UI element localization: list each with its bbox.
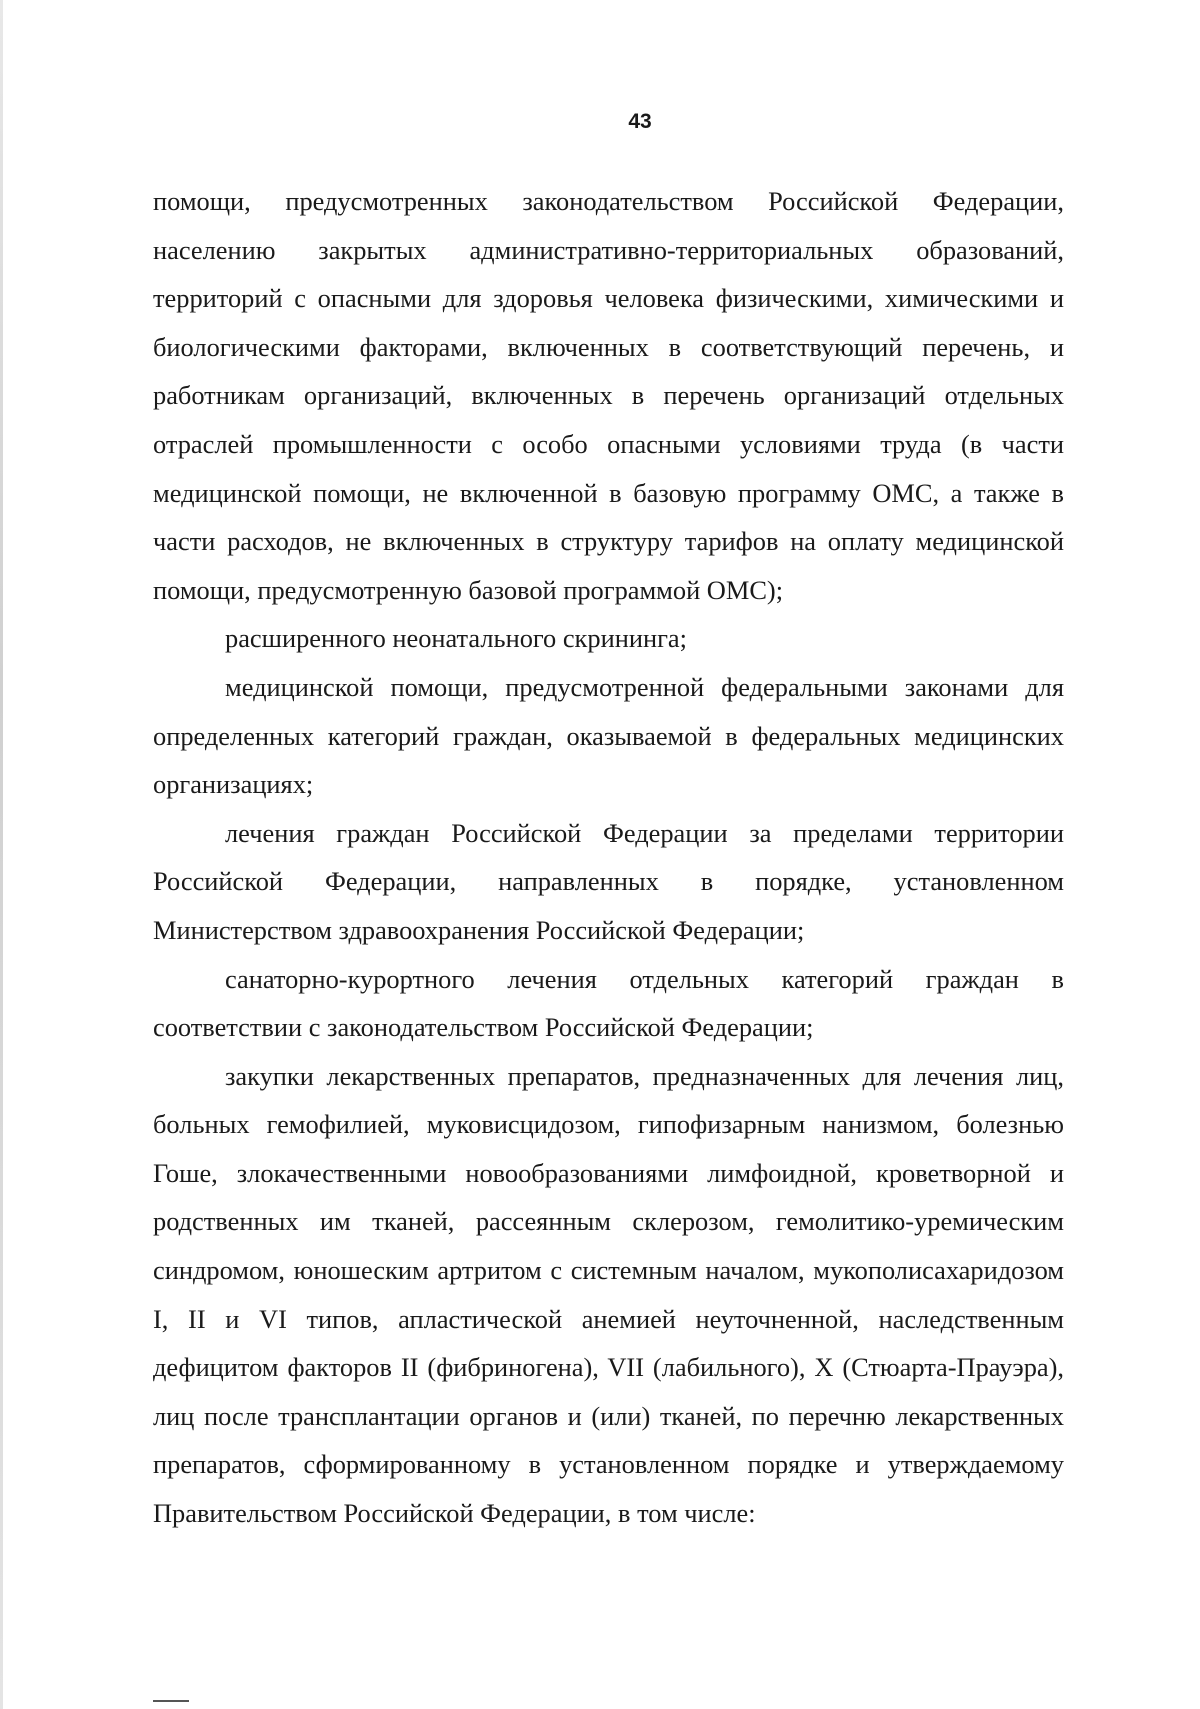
- paragraph-federal-medical-care: медицинской помощи, предусмотренной федеральными законами для определенных категорий граждан, оказываемой в федеральных медицинских организациях;: [153, 671, 1064, 800]
- page-number: 43: [628, 110, 652, 133]
- document-body: [153, 177, 1064, 1538]
- paragraph-sanatorium-treatment: санаторно-курортного лечения отдельных категорий граждан в соответствии с законодательством Российской Федерации;: [153, 963, 1064, 1043]
- paragraph-continuation: помощи, предусмотренных законодательством Российской Федерации, населению закрытых административно-территориальных образований, территорий с опасными для здоровья человека физическими, химическими и биологическими факторами, включенных в соответствующий перечень, и работникам организаций, включенных в перечень организаций отдельных отраслей промышленности с особо опасными условиями труда (в части медицинской помощи, не включенной в базовую программу ОМС, а также в части расходов, не включенных в структуру тарифов на оплату медицинской помощи, предусмотренную базовой программой ОМС);: [153, 186, 1064, 605]
- footer-line: [153, 1700, 189, 1702]
- paragraph-treatment-abroad: лечения граждан Российской Федерации за пределами территории Российской Федерации, направленных в порядке, установленном Министерством здравоохранения Российской Федерации;: [153, 817, 1064, 945]
- paragraph-neonatal-screening: расширенного неонатального скрининга;: [225, 623, 687, 654]
- scan-edge: [0, 0, 3, 1709]
- paragraph-drug-procurement: закупки лекарственных препаратов, предназначенных для лечения лиц, больных гемофилией, муковисцидозом, гипофизарным нанизмом, болезнью Гоше, злокачественными новообразованиями лимфоидной, кроветворной и родственных им тканей, рассеянным склерозом, гемолитико-уремическим синдромом, юношеским артритом с системным началом, мукополисахаридозом I, II и VI типов, апластической анемией неуточненной, наследственным дефицитом факторов II (фибриногена), VII (лабильного), X (Стюарта-Прауэра), лиц после трансплантации органов и (или) тканей, по перечню лекарственных препаратов, сформированному в установленном порядке и утверждаемому Правительством Российской Федерации, в том числе:: [153, 1060, 1064, 1529]
